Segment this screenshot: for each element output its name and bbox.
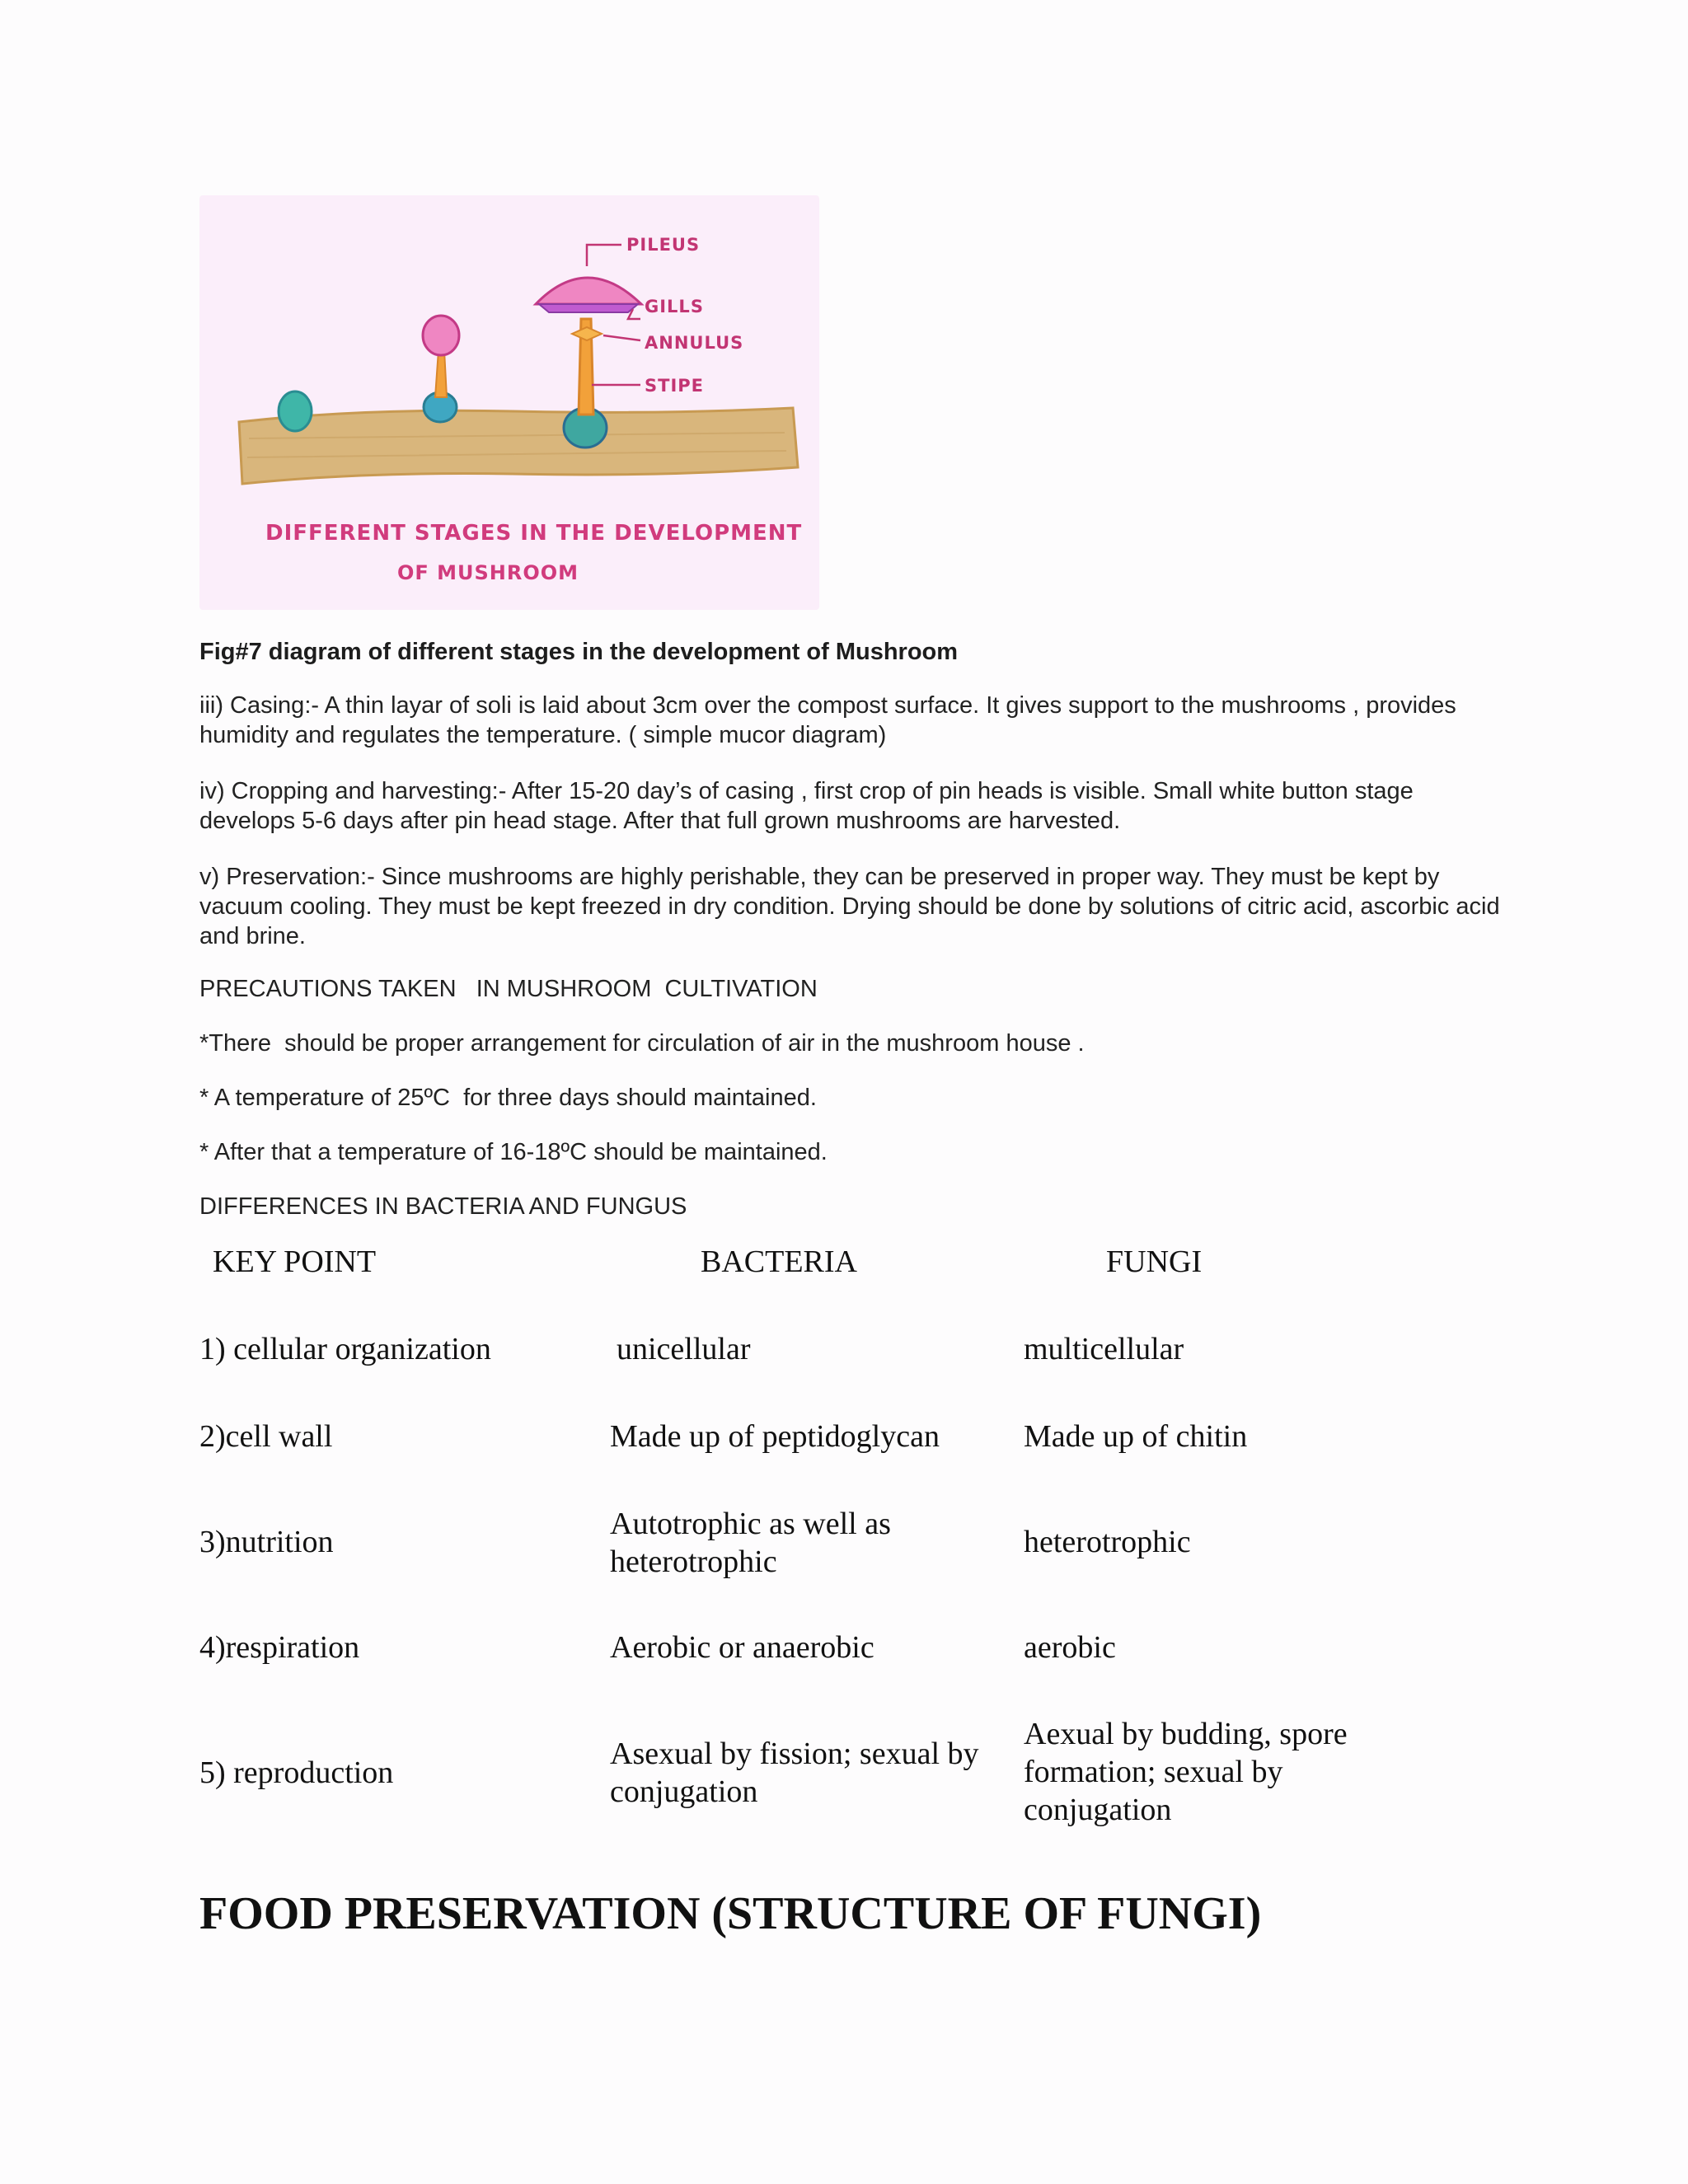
small-stipe xyxy=(435,350,447,397)
paragraph-casing: iii) Casing:- A thin layar of soli is laid about 3cm over the compost surface. It gives support to the mushrooms , provides humidity and regulates the temperature. ( simple mucor diagram) xyxy=(199,692,1456,748)
table-cell: multicellular xyxy=(1024,1332,1184,1366)
table-cell: unicellular xyxy=(617,1332,751,1366)
soil-band xyxy=(239,408,798,484)
gills xyxy=(539,304,638,312)
column-header-fungi: FUNGI xyxy=(1106,1244,1203,1279)
table-cell: aerobic xyxy=(1024,1630,1116,1665)
label-gills: GILLS xyxy=(645,297,704,316)
table-cell: 5) reproduction xyxy=(199,1755,394,1790)
annulus xyxy=(572,327,602,340)
figure-title-line1: DIFFERENT STAGES IN THE DEVELOPMENT xyxy=(265,521,803,546)
section-heading: FOOD PRESERVATION (STRUCTURE OF FUNGI) xyxy=(199,1888,1262,1939)
column-header-key-point: KEY POINT xyxy=(213,1244,377,1279)
table-cell: Asexual by fission; sexual by conjugation xyxy=(610,1736,979,1809)
table-cell: 4)respiration xyxy=(199,1630,360,1665)
precaution-item: *There should be proper arrangement for circulation of air in the mushroom house . xyxy=(199,1030,1085,1057)
differences-heading: DIFFERENCES IN BACTERIA AND FUNGUS xyxy=(199,1193,687,1220)
precaution-item: * A temperature of 25ºC for three days should maintained. xyxy=(199,1085,817,1111)
label-pileus: PILEUS xyxy=(626,235,701,255)
paragraph-cropping: iv) Cropping and harvesting:- After 15-20 day’s of casing , first crop of pin heads is visible. Small white button stage develops 5-6 days after pin head stage. After that full grown mushrooms are harvested. xyxy=(199,778,1414,834)
table-cell: Aerobic or anaerobic xyxy=(610,1630,874,1665)
precaution-item: * After that a temperature of 16-18ºC should be maintained. xyxy=(199,1139,828,1165)
mushroom-stages-figure xyxy=(199,195,819,610)
small-cap xyxy=(423,316,459,355)
table-cell: Aexual by budding, spore formation; sexual by conjugation xyxy=(1024,1717,1348,1827)
table-cell: 3)nutrition xyxy=(199,1525,334,1559)
spore-stage-1 xyxy=(279,391,312,431)
label-annulus: ANNULUS xyxy=(645,333,744,353)
table-cell: heterotrophic xyxy=(1024,1525,1191,1559)
table-cell: Made up of peptidoglycan xyxy=(610,1419,940,1454)
table-cell: Autotrophic as well as heterotrophic xyxy=(610,1507,891,1579)
table-cell: 2)cell wall xyxy=(199,1419,333,1454)
paragraph-preservation: v) Preservation:- Since mushrooms are highly perishable, they can be preserved in proper way. They must be kept by vacuum cooling. They must be kept freezed in dry condition. Drying should be done by solutions of citric acid, ascorbic acid and brine. xyxy=(199,864,1500,949)
table-cell: 1) cellular organization xyxy=(199,1332,491,1366)
mushroom-stages-drawing xyxy=(199,195,819,610)
column-header-bacteria: BACTERIA xyxy=(701,1244,857,1279)
label-stipe: STIPE xyxy=(645,376,704,396)
table-cell: Made up of chitin xyxy=(1024,1419,1248,1454)
figure-caption: Fig#7 diagram of different stages in the development of Mushroom xyxy=(199,639,959,665)
mature-cap xyxy=(536,278,641,304)
figure-title-line2: OF MUSHROOM xyxy=(397,561,579,584)
precautions-heading: PRECAUTIONS TAKEN IN MUSHROOM CULTIVATION xyxy=(199,976,818,1002)
